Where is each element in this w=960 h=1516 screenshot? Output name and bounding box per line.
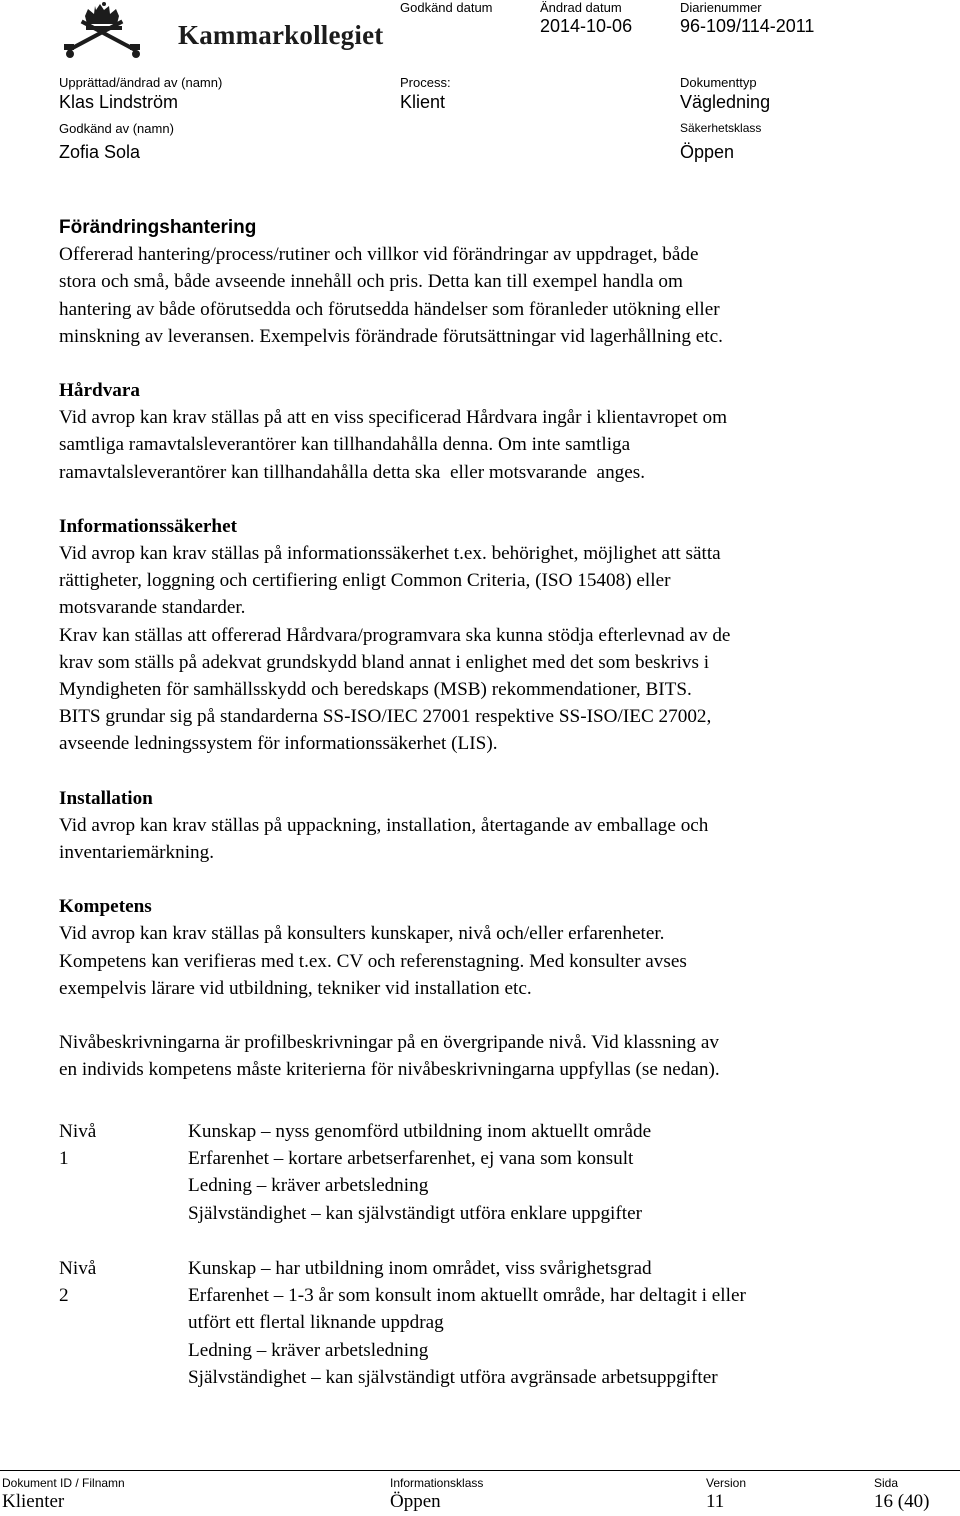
crown-keys-emblem-icon — [58, 2, 170, 60]
informationsklass-value: Öppen — [390, 1491, 441, 1512]
godkand-av-value: Zofia Sola — [59, 142, 141, 162]
diarienummer-value: 96-109/114-2011 — [680, 16, 815, 36]
version-label: Version — [706, 1476, 747, 1490]
nivabeskrivning-line: en individs kompetens måste kriterierna för nivåbeskrivningarna uppfyllas (se nedan). — [59, 1059, 720, 1081]
level-criterion: Självständighet – kan självständigt utföra avgränsade arbetsuppgifter — [188, 1366, 718, 1388]
forandring-line: Offererad hantering/process/rutiner och villkor vid förändringar av uppdraget, både — [59, 244, 699, 266]
level-criterion: Ledning – kräver arbetsledning — [188, 1175, 429, 1197]
forandring-line: minskning av leveransen. Exempelvis förändrade förutsättningar vid lagerhållning etc. — [59, 325, 723, 347]
info-line: krav som ställs på adekvat grundskydd bland annat i enlighet med det som beskrivs i — [59, 651, 710, 673]
kompetens-line: Vid avrop kan krav ställas på konsulters kunskaper, nivå och/eller erfarenheter. — [59, 923, 665, 945]
dokument-id-label: Dokument ID / Filnamn — [2, 1476, 125, 1490]
forandringshantering-heading: Förändringshantering — [59, 217, 257, 238]
upprattad-label: Upprättad/ändrad av (namn) — [59, 75, 223, 90]
info-line: avseende ledningssystem för informationssäkerhet (LIS). — [59, 733, 498, 755]
kompetens-heading: Kompetens — [59, 896, 152, 918]
forandring-line: stora och små, både avseende innehåll och pris. Detta kan till exempel handla om — [59, 271, 683, 293]
logo-wordmark: Kammarkollegiet — [178, 20, 384, 50]
kompetens-line: Kompetens kan verifieras med t.ex. CV och referenstagning. Med konsulter avses — [59, 950, 687, 972]
process-value: Klient — [400, 92, 446, 112]
level-label: Nivå 2 — [59, 1258, 97, 1307]
level-criterion: utfört ett flertal liknande uppdrag — [188, 1312, 444, 1334]
installation-heading: Installation — [59, 787, 153, 809]
dokument-id-value: Klienter — [2, 1491, 65, 1512]
sida-value: 16 (40) — [874, 1491, 930, 1512]
installation-line: inventariemärkning. — [59, 842, 215, 864]
dokumenttyp-value: Vägledning — [680, 92, 771, 112]
info-line: motsvarande standarder. — [59, 597, 246, 619]
andrad-datum-label: Ändrad datum — [540, 0, 622, 15]
sakerhetsklass-label: Säkerhetsklass — [680, 121, 762, 135]
informationsklass-label: Informationsklass — [390, 1476, 484, 1490]
nivabeskrivning-line: Nivåbeskrivningarna är profilbeskrivningar på en övergripande nivå. Vid klassning av — [59, 1032, 719, 1054]
footer-divider — [0, 1470, 960, 1471]
dokumenttyp-label: Dokumenttyp — [680, 75, 757, 90]
level-criterion: Erfarenhet – 1-3 år som konsult inom aktuellt område, har deltagit i eller — [188, 1285, 746, 1307]
sakerhetsklass-value: Öppen — [680, 142, 735, 162]
kammarkollegiet-logo — [58, 2, 388, 60]
hardvara-heading: Hårdvara — [59, 380, 141, 402]
informationssakerhet-heading: Informationssäkerhet — [59, 515, 238, 537]
level-criterion: Erfarenhet – kortare arbetserfarenhet, ej vana som konsult — [188, 1148, 634, 1170]
info-line: Krav kan ställas att offererad Hårdvara/programvara ska kunna stödja efterlevnad av de — [59, 624, 731, 646]
godkand-datum-label: Godkänd datum — [400, 0, 493, 15]
diarienummer-label: Diarienummer — [680, 0, 762, 15]
hardvara-line: Vid avrop kan krav ställas på att en viss specificerad Hårdvara ingår i klientavropet om — [59, 407, 728, 429]
info-line: Myndigheten för samhällsskydd och beredskaps (MSB) rekommendationer, BITS. — [59, 679, 692, 701]
andrad-datum-value: 2014-10-06 — [540, 16, 633, 36]
level-criterion: Kunskap – har utbildning inom området, viss svårighetsgrad — [188, 1258, 652, 1279]
installation-line: Vid avrop kan krav ställas på uppackning, installation, återtagande av emballage och — [59, 814, 709, 836]
info-line: Vid avrop kan krav ställas på informationssäkerhet t.ex. behörighet, möjlighet att sätta — [59, 543, 721, 565]
level-criterion: Självständighet – kan självständigt utföra enklare uppgifter — [188, 1202, 642, 1224]
level-criterion: Kunskap – nyss genomförd utbildning inom aktuellt område — [188, 1121, 652, 1142]
upprattad-value: Klas Lindström — [59, 92, 179, 112]
sida-label: Sida — [874, 1476, 899, 1490]
forandring-line: hantering av både oförutsedda och förutsedda händelser som föranleder utökning eller — [59, 298, 720, 320]
hardvara-line: ramavtalsleverantörer kan tillhandahålla detta ska eller motsvarande anges. — [59, 461, 646, 483]
info-line: BITS grundar sig på standarderna SS-ISO/IEC 27001 respektive SS-ISO/IEC 27002, — [59, 706, 712, 728]
document-body — [59, 214, 909, 1083]
kompetens-line: exempelvis lärare vid utbildning, tekniker vid installation etc. — [59, 977, 532, 999]
info-line: rättigheter, loggning och certifiering enligt Common Criteria, (ISO 15408) eller — [59, 570, 671, 592]
level-criterion: Ledning – kräver arbetsledning — [188, 1339, 429, 1361]
process-label: Process: — [400, 75, 451, 90]
level-label: Nivå 1 — [59, 1121, 97, 1170]
godkand-av-label: Godkänd av (namn) — [59, 121, 174, 136]
version-value: 11 — [706, 1491, 725, 1512]
hardvara-line: samtliga ramavtalsleverantörer kan tillhandahålla denna. Om inte samtliga — [59, 434, 631, 456]
